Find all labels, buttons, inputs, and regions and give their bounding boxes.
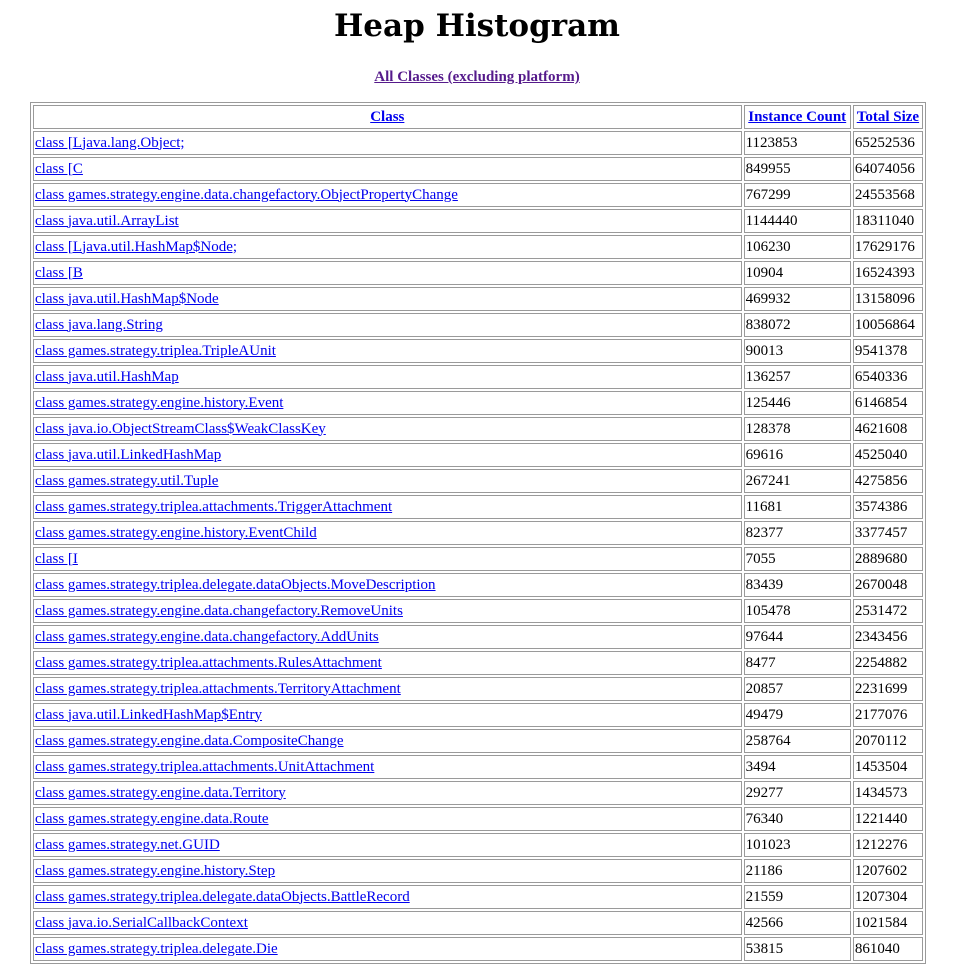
- class-cell: [33, 703, 742, 727]
- table-row: [33, 131, 923, 155]
- class-link[interactable]: class games.strategy.triplea.delegate.dataObjects.BattleRecord: [35, 888, 410, 905]
- class-link[interactable]: class java.util.HashMap: [35, 368, 179, 385]
- instance-count-cell: 42566: [744, 911, 851, 935]
- table-row: [33, 547, 923, 571]
- total-size-cell: 4525040: [853, 443, 923, 467]
- class-cell: [33, 781, 742, 805]
- instance-count-cell: 7055: [744, 547, 851, 571]
- total-size-cell: 2531472: [853, 599, 923, 623]
- header-class: [33, 105, 742, 129]
- total-size-cell: 1021584: [853, 911, 923, 935]
- class-cell: [33, 391, 742, 415]
- table-row: [33, 339, 923, 363]
- table-row: [33, 391, 923, 415]
- total-size-cell: 861040: [853, 937, 923, 961]
- class-link[interactable]: class games.strategy.engine.data.changefactory.RemoveUnits: [35, 602, 403, 619]
- table-header-row: [33, 105, 923, 129]
- class-link[interactable]: class games.strategy.engine.data.changefactory.AddUnits: [35, 628, 379, 645]
- class-cell: [33, 417, 742, 441]
- instance-count-cell: 11681: [744, 495, 851, 519]
- sort-by-class-link[interactable]: Class: [370, 108, 405, 125]
- table-row: [33, 885, 923, 909]
- class-link[interactable]: class games.strategy.triplea.attachments.TerritoryAttachment: [35, 680, 401, 697]
- class-link[interactable]: class [Ljava.lang.Object;: [35, 134, 185, 151]
- total-size-cell: 1212276: [853, 833, 923, 857]
- class-link[interactable]: class java.io.ObjectStreamClass$WeakClassKey: [35, 420, 326, 437]
- table-row: [33, 911, 923, 935]
- class-link[interactable]: class games.strategy.engine.data.Route: [35, 810, 269, 827]
- total-size-cell: 4621608: [853, 417, 923, 441]
- header-total-size: [853, 105, 923, 129]
- instance-count-cell: 29277: [744, 781, 851, 805]
- class-link[interactable]: class games.strategy.triplea.attachments.RulesAttachment: [35, 654, 382, 671]
- class-cell: [33, 495, 742, 519]
- table-row: [33, 261, 923, 285]
- table-row: [33, 703, 923, 727]
- class-link[interactable]: class [C: [35, 160, 83, 177]
- class-cell: [33, 443, 742, 467]
- total-size-cell: 24553568: [853, 183, 923, 207]
- instance-count-cell: 49479: [744, 703, 851, 727]
- class-cell: [33, 859, 742, 883]
- total-size-cell: 18311040: [853, 209, 923, 233]
- table-row: [33, 287, 923, 311]
- class-cell: [33, 573, 742, 597]
- instance-count-cell: 20857: [744, 677, 851, 701]
- table-row: [33, 469, 923, 493]
- instance-count-cell: 69616: [744, 443, 851, 467]
- class-link[interactable]: class games.strategy.triplea.delegate.Die: [35, 940, 278, 957]
- class-cell: [33, 365, 742, 389]
- class-link[interactable]: class java.io.SerialCallbackContext: [35, 914, 248, 931]
- table-row: [33, 729, 923, 753]
- class-cell: [33, 157, 742, 181]
- total-size-cell: 1221440: [853, 807, 923, 831]
- instance-count-cell: 21559: [744, 885, 851, 909]
- table-row: [33, 807, 923, 831]
- table-row: [33, 573, 923, 597]
- instance-count-cell: 469932: [744, 287, 851, 311]
- class-link[interactable]: class games.strategy.util.Tuple: [35, 472, 219, 489]
- histogram-table-wrap: [30, 102, 926, 964]
- table-row: [33, 755, 923, 779]
- instance-count-cell: 90013: [744, 339, 851, 363]
- total-size-cell: 1207602: [853, 859, 923, 883]
- class-link[interactable]: class games.strategy.triplea.TripleAUnit: [35, 342, 276, 359]
- total-size-cell: 2343456: [853, 625, 923, 649]
- total-size-cell: 1434573: [853, 781, 923, 805]
- table-body: [33, 131, 923, 961]
- class-link[interactable]: class games.strategy.triplea.attachments.TriggerAttachment: [35, 498, 393, 515]
- class-cell: [33, 313, 742, 337]
- class-cell: [33, 235, 742, 259]
- class-link[interactable]: class java.util.ArrayList: [35, 212, 179, 229]
- all-classes-link[interactable]: All Classes (excluding platform): [374, 69, 580, 85]
- table-row: [33, 521, 923, 545]
- instance-count-cell: 1123853: [744, 131, 851, 155]
- class-link[interactable]: class java.util.LinkedHashMap$Entry: [35, 706, 263, 723]
- class-link[interactable]: class games.strategy.engine.history.Step: [35, 862, 276, 879]
- class-link[interactable]: class [I: [35, 550, 78, 567]
- class-cell: [33, 807, 742, 831]
- class-link[interactable]: class games.strategy.engine.data.Territory: [35, 784, 286, 801]
- table-row: [33, 651, 923, 675]
- class-link[interactable]: class games.strategy.triplea.delegate.dataObjects.MoveDescription: [35, 576, 436, 593]
- table-row: [33, 859, 923, 883]
- table-row: [33, 157, 923, 181]
- total-size-cell: 4275856: [853, 469, 923, 493]
- class-link[interactable]: class games.strategy.triplea.attachments.UnitAttachment: [35, 758, 375, 775]
- total-size-cell: 2177076: [853, 703, 923, 727]
- instance-count-cell: 258764: [744, 729, 851, 753]
- class-cell: [33, 911, 742, 935]
- class-link[interactable]: class java.lang.String: [35, 316, 163, 333]
- class-cell: [33, 209, 742, 233]
- instance-count-cell: 136257: [744, 365, 851, 389]
- total-size-cell: 65252536: [853, 131, 923, 155]
- total-size-cell: 6146854: [853, 391, 923, 415]
- table-row: [33, 313, 923, 337]
- class-cell: [33, 651, 742, 675]
- total-size-cell: 16524393: [853, 261, 923, 285]
- total-size-cell: 64074056: [853, 157, 923, 181]
- total-size-cell: 1207304: [853, 885, 923, 909]
- instance-count-cell: 1144440: [744, 209, 851, 233]
- class-cell: [33, 287, 742, 311]
- instance-count-cell: 82377: [744, 521, 851, 545]
- total-size-cell: 2231699: [853, 677, 923, 701]
- total-size-cell: 2889680: [853, 547, 923, 571]
- class-cell: [33, 729, 742, 753]
- class-cell: [33, 469, 742, 493]
- class-cell: [33, 937, 742, 961]
- total-size-cell: 17629176: [853, 235, 923, 259]
- table-row: [33, 235, 923, 259]
- class-link[interactable]: class java.util.HashMap$Node: [35, 290, 219, 307]
- table-row: [33, 183, 923, 207]
- table-row: [33, 599, 923, 623]
- class-link[interactable]: class games.strategy.engine.data.CompositeChange: [35, 732, 344, 749]
- instance-count-cell: 76340: [744, 807, 851, 831]
- table-row: [33, 443, 923, 467]
- table-row: [33, 495, 923, 519]
- class-link[interactable]: class games.strategy.engine.history.Event: [35, 394, 284, 411]
- table-row: [33, 209, 923, 233]
- class-cell: [33, 339, 742, 363]
- total-size-cell: 3574386: [853, 495, 923, 519]
- class-link[interactable]: class games.strategy.net.GUID: [35, 836, 220, 853]
- page-title: Heap Histogram: [334, 8, 620, 44]
- class-link[interactable]: class [B: [35, 264, 83, 281]
- instance-count-cell: 10904: [744, 261, 851, 285]
- total-size-cell: 3377457: [853, 521, 923, 545]
- class-cell: [33, 131, 742, 155]
- instance-count-cell: 849955: [744, 157, 851, 181]
- instance-count-cell: 767299: [744, 183, 851, 207]
- class-cell: [33, 677, 742, 701]
- class-link[interactable]: class games.strategy.engine.history.EventChild: [35, 524, 317, 541]
- subtitle-link-wrap: [0, 66, 954, 86]
- table-row: [33, 417, 923, 441]
- total-size-cell: 10056864: [853, 313, 923, 337]
- sort-by-total-size-link[interactable]: Total Size: [856, 108, 920, 125]
- instance-count-cell: 106230: [744, 235, 851, 259]
- class-cell: [33, 547, 742, 571]
- total-size-cell: 9541378: [853, 339, 923, 363]
- total-size-cell: 2070112: [853, 729, 923, 753]
- total-size-cell: 13158096: [853, 287, 923, 311]
- class-link[interactable]: class [Ljava.util.HashMap$Node;: [35, 238, 238, 255]
- instance-count-cell: 101023: [744, 833, 851, 857]
- table-row: [33, 937, 923, 961]
- total-size-cell: 1453504: [853, 755, 923, 779]
- class-cell: [33, 625, 742, 649]
- instance-count-cell: 53815: [744, 937, 851, 961]
- instance-count-cell: 21186: [744, 859, 851, 883]
- instance-count-cell: 128378: [744, 417, 851, 441]
- table-row: [33, 625, 923, 649]
- table-row: [33, 833, 923, 857]
- class-cell: [33, 885, 742, 909]
- table-row: [33, 365, 923, 389]
- instance-count-cell: 97644: [744, 625, 851, 649]
- class-link[interactable]: class java.util.LinkedHashMap: [35, 446, 222, 463]
- instance-count-cell: 8477: [744, 651, 851, 675]
- class-cell: [33, 833, 742, 857]
- histogram-table: [30, 102, 926, 964]
- class-cell: [33, 183, 742, 207]
- table-row: [33, 781, 923, 805]
- total-size-cell: 6540336: [853, 365, 923, 389]
- instance-count-cell: 105478: [744, 599, 851, 623]
- instance-count-cell: 267241: [744, 469, 851, 493]
- instance-count-cell: 83439: [744, 573, 851, 597]
- class-cell: [33, 599, 742, 623]
- class-cell: [33, 755, 742, 779]
- instance-count-cell: 838072: [744, 313, 851, 337]
- instance-count-cell: 3494: [744, 755, 851, 779]
- class-link[interactable]: class games.strategy.engine.data.changefactory.ObjectPropertyChange: [35, 186, 458, 203]
- class-cell: [33, 261, 742, 285]
- total-size-cell: 2254882: [853, 651, 923, 675]
- instance-count-cell: 125446: [744, 391, 851, 415]
- total-size-cell: 2670048: [853, 573, 923, 597]
- table-row: [33, 677, 923, 701]
- sort-by-instance-count-link[interactable]: Instance Count: [748, 108, 847, 125]
- header-instance-count: [744, 105, 851, 129]
- class-cell: [33, 521, 742, 545]
